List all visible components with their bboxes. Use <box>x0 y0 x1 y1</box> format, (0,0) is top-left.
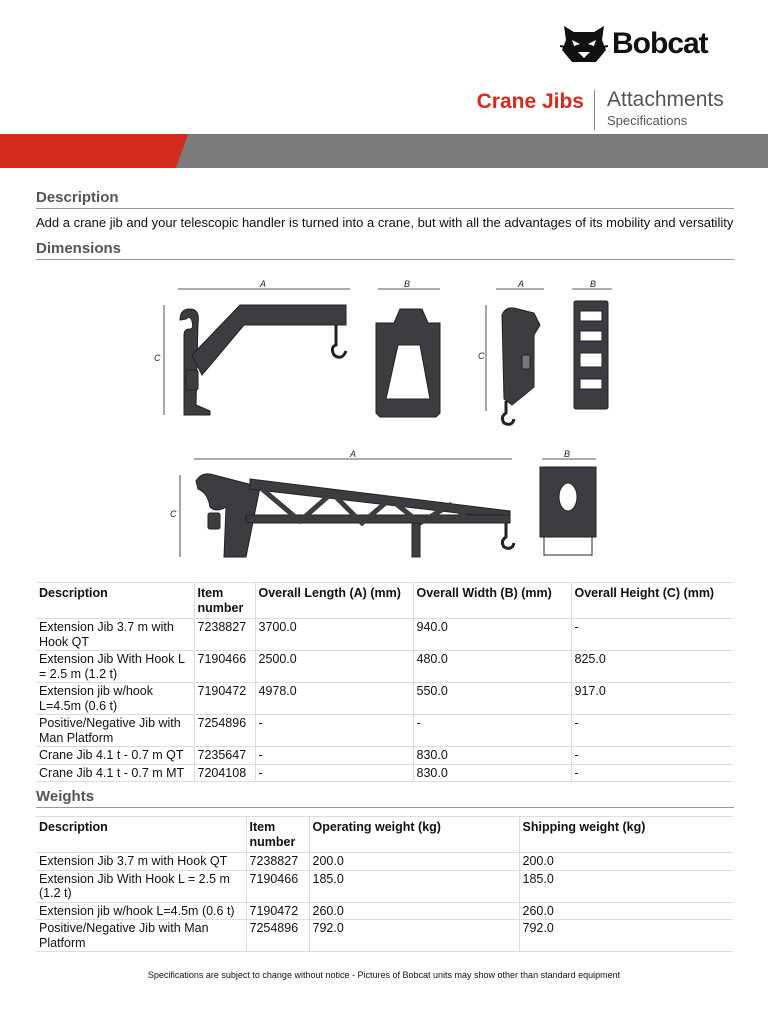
description-text: Add a crane jib and your telescopic handler is turned into a crane, but with all the advantages of its mobility and versatility <box>36 215 734 230</box>
table-cell: 7238827 <box>194 619 255 651</box>
table-cell: 185.0 <box>519 870 733 902</box>
table-row <box>36 747 733 765</box>
jib-3-front-view <box>540 449 596 555</box>
jib-3-side-view <box>170 449 514 557</box>
table-cell: Extension jib w/hook L=4.5m (0.6 t) <box>39 903 235 918</box>
column-header: Item number <box>194 583 255 619</box>
title-block <box>440 88 740 132</box>
table-cell: Positive/Negative Jib with Man Platform <box>39 921 209 950</box>
table-cell: 940.0 <box>413 619 571 651</box>
table-cell: 200.0 <box>309 853 519 871</box>
table-row <box>36 920 733 952</box>
table-cell: 550.0 <box>413 683 571 715</box>
column-header: Description <box>39 586 108 600</box>
table-cell: 7254896 <box>194 715 255 747</box>
table-cell: 7254896 <box>246 920 309 952</box>
footer-disclaimer: Specifications are subject to change without notice - Pictures of Bobcat units may show other than standard equipment <box>147 970 621 980</box>
table-row <box>36 870 733 902</box>
brand-name: Bobcat <box>612 27 708 60</box>
description-heading: Description <box>36 189 734 209</box>
page-title: Crane Jibs <box>476 90 584 113</box>
table-cell: 825.0 <box>571 651 733 683</box>
dimension-label-c: C <box>154 353 161 363</box>
table-cell: - <box>255 764 413 782</box>
table-cell: 185.0 <box>309 870 519 902</box>
table-cell: Crane Jib 4.1 t - 0.7 m QT <box>39 748 184 762</box>
table-header-row <box>36 817 733 853</box>
table-row <box>36 853 733 871</box>
table-cell: - <box>571 715 733 747</box>
table-cell: - <box>255 715 413 747</box>
table-row <box>36 715 733 747</box>
table-cell: Positive/Negative Jib with Man Platform <box>39 716 181 745</box>
table-cell: Crane Jib 4.1 t - 0.7 m MT <box>39 765 185 780</box>
table-row <box>36 651 733 683</box>
table-cell: - <box>571 619 733 651</box>
jib-1-front-view <box>376 279 440 417</box>
table-cell: 7235647 <box>194 747 255 765</box>
dimensions-heading: Dimensions <box>36 240 734 260</box>
column-header: Shipping weight (kg) <box>519 817 733 853</box>
dimension-diagram <box>150 275 620 565</box>
table-header-row <box>36 583 733 619</box>
dimension-label-b: B <box>404 279 411 289</box>
table-cell: 7190472 <box>194 683 255 715</box>
dimension-label-a: A <box>350 449 357 459</box>
table-cell: 792.0 <box>309 920 519 952</box>
table-cell: 260.0 <box>519 902 733 920</box>
bobcat-head-icon <box>560 22 608 64</box>
table-cell: - <box>571 747 733 765</box>
table-cell: Extension Jib 3.7 m with Hook QT <box>39 854 228 868</box>
column-header: Operating weight (kg) <box>309 817 519 853</box>
table-cell: 7204108 <box>194 764 255 782</box>
dimension-label-b: B <box>590 279 597 289</box>
table-cell: 792.0 <box>519 920 733 952</box>
table-cell: Extension Jib 3.7 m with Hook QT <box>39 620 174 649</box>
weights-heading: Weights <box>36 788 734 808</box>
table-cell: 480.0 <box>413 651 571 683</box>
bobcat-logo <box>560 20 730 65</box>
table-cell: 4978.0 <box>255 683 413 715</box>
category-label: Attachments <box>607 88 724 111</box>
table-row <box>36 683 733 715</box>
table-row <box>36 764 733 782</box>
dimension-label-b: B <box>564 449 571 459</box>
table-cell: 917.0 <box>571 683 733 715</box>
table-cell: 7190466 <box>194 651 255 683</box>
jib-1-side-view <box>154 279 350 415</box>
column-header: Overall Length (A) (mm) <box>255 583 413 619</box>
jib-2-side-view <box>478 279 544 424</box>
dimensions-table <box>36 582 733 782</box>
table-cell: 7190472 <box>246 902 309 920</box>
table-cell: 260.0 <box>309 902 519 920</box>
title-divider <box>594 90 595 130</box>
table-cell: Extension Jib With Hook L = 2.5 m (1.2 t) <box>39 652 185 681</box>
dimension-label-c: C <box>478 351 485 361</box>
dimension-label-a: A <box>518 279 525 289</box>
table-row <box>36 619 733 651</box>
column-header: Overall Width (B) (mm) <box>413 583 571 619</box>
table-cell: Extension jib w/hook L=4.5m (0.6 t) <box>39 684 153 713</box>
column-header: Description <box>39 820 108 834</box>
subcategory-label: Specifications <box>607 113 688 128</box>
weights-table <box>36 816 733 952</box>
table-cell: Extension Jib With Hook L = 2.5 m (1.2 t) <box>39 871 230 900</box>
table-cell: 7238827 <box>246 853 309 871</box>
table-cell: - <box>255 747 413 765</box>
table-cell: - <box>571 764 733 782</box>
column-header: Overall Height (C) (mm) <box>571 583 733 619</box>
table-cell: 7190466 <box>246 870 309 902</box>
table-cell: 830.0 <box>413 764 571 782</box>
table-cell: 3700.0 <box>255 619 413 651</box>
dimension-label-c: C <box>170 509 177 519</box>
header-banner <box>0 134 768 168</box>
table-cell: - <box>413 715 571 747</box>
table-row <box>36 902 733 920</box>
table-cell: 830.0 <box>413 747 571 765</box>
column-header: Item number <box>246 817 309 853</box>
table-cell: 2500.0 <box>255 651 413 683</box>
table-cell: 200.0 <box>519 853 733 871</box>
jib-2-front-view <box>572 279 612 409</box>
dimension-label-a: A <box>260 279 267 289</box>
